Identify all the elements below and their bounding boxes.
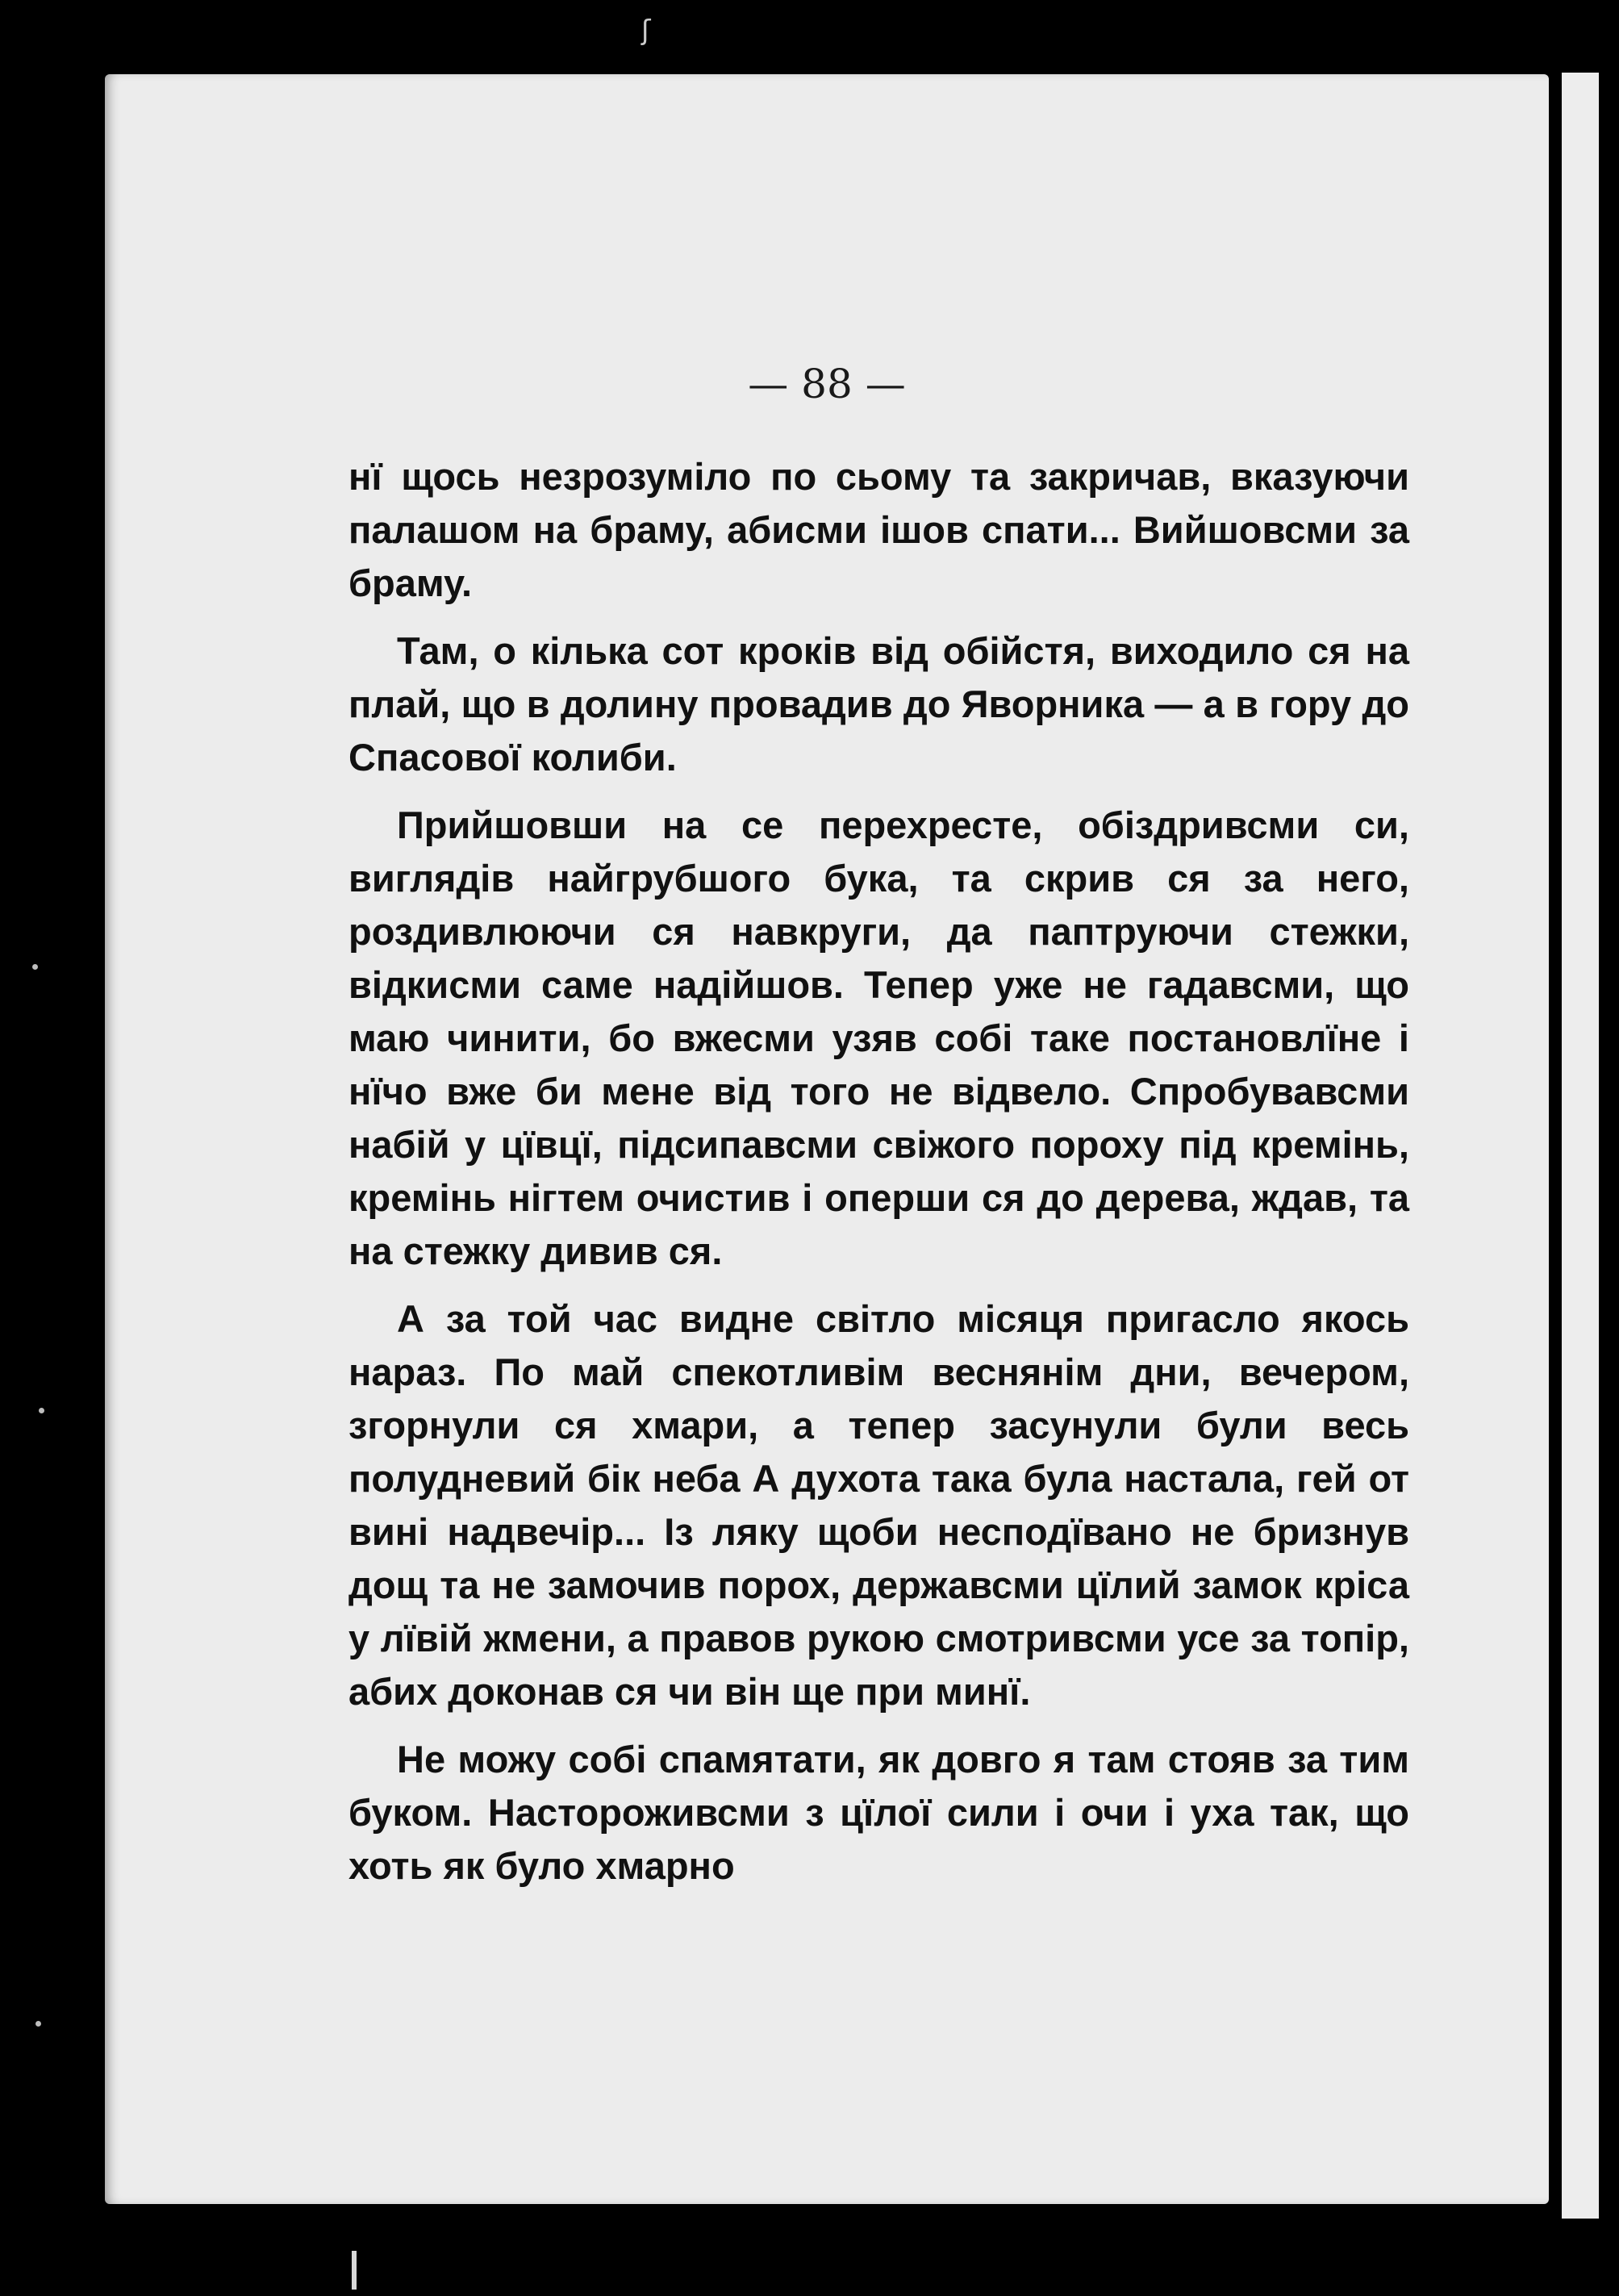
scan-speck — [39, 1408, 44, 1413]
facing-page-edge — [1562, 73, 1599, 2219]
scan-speck — [32, 964, 38, 970]
scan-artifact-mark: ʃ — [641, 15, 651, 47]
scan-speck — [35, 2021, 41, 2027]
paragraph: Не можу собі спамятати, як довго я там стояв за тим буком. Настороживсми з цїлої сили і очи і уха так, що хоть як було хмарно — [348, 1738, 1409, 1887]
paragraph: А за той час видне світло місяця пригасло якось нараз. По май спекотливім веснянім дни, вечером, згорнули ся хмари, а тепер засунули були весь полудневий бік неба А духота така була настала, гей от вині надвечір... Із ляку щоби несподївано не бризнув дощ та не замочив порох, державсми цїлий замок кріса у лївій жмени, а правов рукою смотривсми усе за топір, абих доконав ся чи він ще при минї. — [348, 1297, 1409, 1713]
paragraph: нї щось незрозуміло по сьому та закричав, вказуючи палашом на браму, абисми ішов спати... Вийшовсми за браму. — [348, 455, 1409, 604]
page-number: — 88 — — [748, 361, 906, 407]
paragraph: Прийшовши на се перехресте, обіздривсми си, виглядів найгрубшого бука, та скрив ся за него, роздивлюючи ся навкруги, да паптруючи стежки, відкисми саме надійшов. Тепер уже не гадавсми, що маю чинити, бо вжесми узяв собі таке постановлїне і нїчо вже би мене від того не відвело. Спробувавсми набій у цївцї, підсипавсми свіжого пороху під кремінь, кремінь нігтем очистив і оперши ся до дерева, ждав, та на стежку дивив ся. — [348, 804, 1409, 1272]
paragraph: Там, о кілька сот кроків від обійстя, виходило ся на плай, що в долину провадив до Яворника — а в гору до Спасової колиби. — [348, 629, 1409, 779]
page-body-text — [348, 450, 1409, 1907]
scan-artifact-mark — [352, 2251, 357, 2290]
